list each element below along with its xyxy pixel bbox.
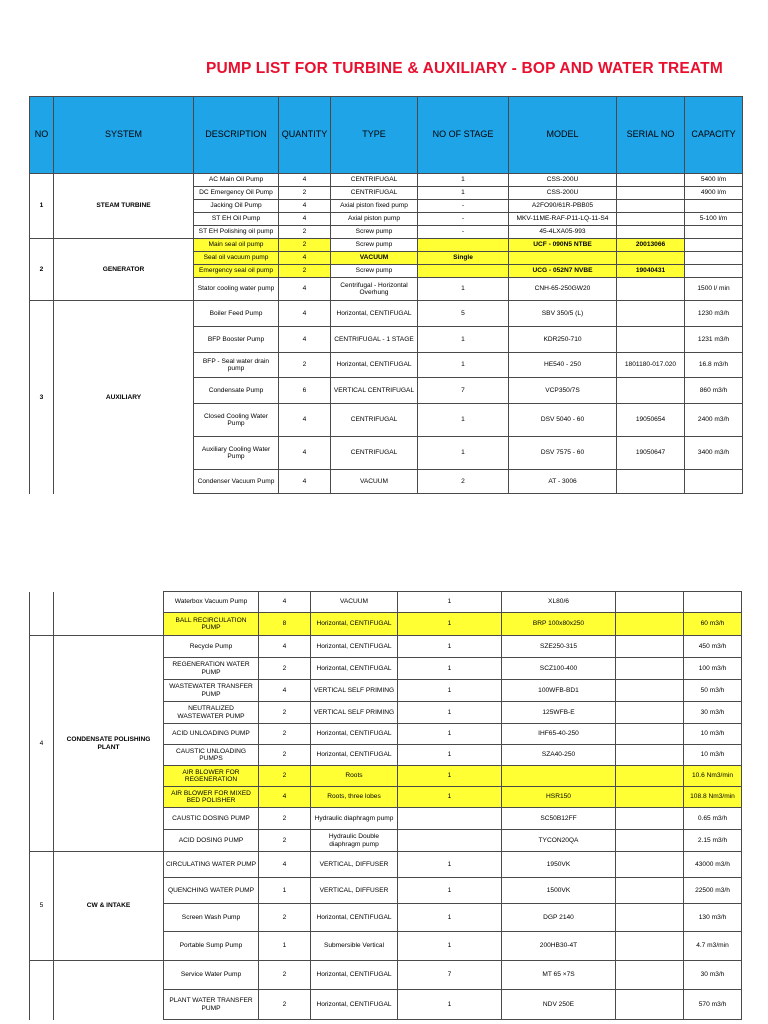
cell-model: SBV 350/5 (L): [509, 301, 617, 327]
cell-stage: 1: [418, 174, 509, 187]
cell-description: ST EH Polishing oil pump: [194, 226, 279, 239]
group-system-continued: [54, 592, 164, 636]
cell-serial: [616, 592, 684, 613]
cell-description: AIR BLOWER FOR MIXED BED POLISHER: [164, 787, 259, 808]
cell-quantity: 4: [279, 200, 331, 213]
cell-serial: [616, 787, 684, 808]
cell-serial: [617, 327, 685, 353]
cell-capacity: [685, 226, 743, 239]
cell-model: CSS-200U: [509, 174, 617, 187]
header-quantity: QUANTITY: [279, 97, 331, 174]
cell-serial: [616, 830, 684, 852]
cell-serial: [617, 470, 685, 494]
cell-quantity: 4: [259, 636, 311, 658]
cell-stage: 7: [398, 961, 502, 990]
cell-model: DGP 2140: [502, 904, 616, 932]
cell-serial: [617, 200, 685, 213]
cell-type: Horizontal, CENTIFUGAL: [311, 613, 398, 636]
cell-model: HSR150: [502, 787, 616, 808]
cell-type: Centrifugal - Horizontal Overhung: [331, 278, 418, 301]
cell-description: BFP - Seal water drain pump: [194, 353, 279, 378]
cell-serial: [616, 990, 684, 1020]
cell-type: CENTRIFUGAL: [331, 437, 418, 470]
table-row: [30, 961, 742, 990]
cell-quantity: 4: [279, 327, 331, 353]
cell-serial: [616, 613, 684, 636]
cell-model: NDV 250E: [502, 990, 616, 1020]
cell-stage: 1: [398, 932, 502, 961]
cell-description: QUENCHING WATER PUMP: [164, 878, 259, 904]
cell-type: VERTICAL, DIFFUSER: [311, 852, 398, 878]
cell-model: IHF65-40-250: [502, 724, 616, 745]
cell-serial: [617, 174, 685, 187]
cell-description: CIRCULATING WATER PUMP: [164, 852, 259, 878]
cell-description: Stator cooling water pump: [194, 278, 279, 301]
cell-quantity: 4: [279, 278, 331, 301]
cell-quantity: 2: [279, 226, 331, 239]
cell-description: ST EH Oil Pump: [194, 213, 279, 226]
cell-stage: 5: [418, 301, 509, 327]
cell-type: Axial piston pump: [331, 213, 418, 226]
cell-capacity: 130 m3/h: [684, 904, 742, 932]
cell-capacity: 1230 m3/h: [685, 301, 743, 327]
cell-serial: [617, 301, 685, 327]
cell-serial: [616, 878, 684, 904]
cell-serial: [617, 252, 685, 265]
cell-description: Closed Cooling Water Pump: [194, 404, 279, 437]
cell-stage: 1: [398, 904, 502, 932]
pump-table-page-1: [29, 96, 743, 494]
cell-quantity: 1: [259, 878, 311, 904]
cell-capacity: 4900 l/m: [685, 187, 743, 200]
cell-type: Horizontal, CENTIFUGAL: [311, 636, 398, 658]
table-row: [30, 592, 742, 613]
cell-model: SZA40-250: [502, 745, 616, 766]
cell-quantity: 2: [279, 265, 331, 278]
header-serial-no: SERIAL NO: [617, 97, 685, 174]
cell-type: VERTICAL SELF PRIMING: [311, 680, 398, 702]
cell-serial: [617, 226, 685, 239]
cell-description: ACID UNLOADING PUMP: [164, 724, 259, 745]
cell-type: CENTRIFUGAL - 1 STAGE: [331, 327, 418, 353]
cell-stage: -: [418, 213, 509, 226]
group-no: 5: [30, 852, 54, 961]
cell-description: Main seal oil pump: [194, 239, 279, 252]
group-no: 3: [30, 301, 54, 494]
header-system: SYSTEM: [54, 97, 194, 174]
table-row: [30, 174, 743, 187]
cell-capacity: 4.7 m3/min: [684, 932, 742, 961]
group-system: AUXILIARY: [54, 301, 194, 494]
cell-stage: 1: [418, 327, 509, 353]
cell-serial: [616, 636, 684, 658]
group-no: 2: [30, 239, 54, 301]
header-type: TYPE: [331, 97, 418, 174]
cell-model: MT 65 ×7S: [502, 961, 616, 990]
cell-stage: 1: [418, 404, 509, 437]
cell-capacity: 50 m3/h: [684, 680, 742, 702]
cell-stage: [418, 239, 509, 252]
table-row: [30, 301, 743, 327]
cell-serial: 19050654: [617, 404, 685, 437]
cell-model: MKV-11ME-RAF-P11-LQ-11-S4: [509, 213, 617, 226]
cell-capacity: 10.6 Nm3/min: [684, 766, 742, 787]
pump-table-page-2: [29, 591, 742, 1020]
group-no: 4: [30, 636, 54, 852]
cell-capacity: 5400 l/m: [685, 174, 743, 187]
group-system-unlabeled: [54, 961, 164, 1020]
cell-capacity: [685, 200, 743, 213]
cell-quantity: 2: [259, 766, 311, 787]
cell-type: VACUUM: [331, 470, 418, 494]
cell-capacity: [685, 470, 743, 494]
cell-model: KDR250-710: [509, 327, 617, 353]
cell-stage: 1: [398, 702, 502, 724]
cell-stage: 1: [398, 990, 502, 1020]
cell-stage: 1: [418, 187, 509, 200]
cell-quantity: 1: [259, 932, 311, 961]
cell-type: VACUUM: [311, 592, 398, 613]
cell-serial: [616, 680, 684, 702]
cell-serial: [616, 904, 684, 932]
header-description: DESCRIPTION: [194, 97, 279, 174]
page-title: PUMP LIST FOR TURBINE & AUXILIARY - BOP AND WATER TREATM: [206, 60, 723, 77]
cell-model: HE540 - 250: [509, 353, 617, 378]
cell-capacity: 22500 m3/h: [684, 878, 742, 904]
cell-model: SC50B12FF: [502, 808, 616, 830]
cell-type: CENTRIFUGAL: [331, 404, 418, 437]
cell-stage: [418, 265, 509, 278]
cell-type: CENTRIFUGAL: [331, 187, 418, 200]
cell-quantity: 2: [259, 904, 311, 932]
cell-model: UCG - 052N7 NVBE: [509, 265, 617, 278]
cell-description: Screen Wash Pump: [164, 904, 259, 932]
cell-quantity: 2: [259, 990, 311, 1020]
cell-description: Condenser Vacuum Pump: [194, 470, 279, 494]
cell-description: NEUTRALIZED WASTEWATER PUMP: [164, 702, 259, 724]
cell-model: AT - 3006: [509, 470, 617, 494]
cell-capacity: 10 m3/h: [684, 745, 742, 766]
cell-serial: 1801180-017.020: [617, 353, 685, 378]
cell-capacity: [684, 592, 742, 613]
cell-serial: [616, 961, 684, 990]
cell-model: VCP350/7S: [509, 378, 617, 404]
header-capacity: CAPACITY: [685, 97, 743, 174]
cell-capacity: 10 m3/h: [684, 724, 742, 745]
cell-serial: [616, 932, 684, 961]
cell-capacity: 108.8 Nm3/min: [684, 787, 742, 808]
cell-type: Screw pump: [331, 265, 418, 278]
cell-type: Hydraulic Double diaphragm pump: [311, 830, 398, 852]
cell-description: Waterbox Vacuum Pump: [164, 592, 259, 613]
cell-serial: 20013066: [617, 239, 685, 252]
cell-description: BALL RECIRCULATION PUMP: [164, 613, 259, 636]
cell-model: UCF - 090N5 NTBE: [509, 239, 617, 252]
cell-quantity: 6: [279, 378, 331, 404]
cell-description: AC Main Oil Pump: [194, 174, 279, 187]
cell-capacity: [685, 239, 743, 252]
cell-capacity: 5-100 l/m: [685, 213, 743, 226]
cell-stage: 1: [398, 613, 502, 636]
header-no-of-stage: NO OF STAGE: [418, 97, 509, 174]
cell-description: WASTEWATER TRANSFER PUMP: [164, 680, 259, 702]
cell-type: Axial piston fixed pump: [331, 200, 418, 213]
cell-capacity: 43000 m3/h: [684, 852, 742, 878]
cell-model: [502, 766, 616, 787]
cell-description: Condensate Pump: [194, 378, 279, 404]
group-system: STEAM TURBINE: [54, 174, 194, 239]
table-row: [30, 636, 742, 658]
cell-quantity: 2: [279, 239, 331, 252]
cell-capacity: 860 m3/h: [685, 378, 743, 404]
cell-stage: [398, 808, 502, 830]
cell-model: CSS-200U: [509, 187, 617, 200]
cell-model: 200HB30-4T: [502, 932, 616, 961]
cell-model: XL80/6: [502, 592, 616, 613]
cell-capacity: 100 m3/h: [684, 658, 742, 680]
cell-model: A2FO90/61R-PBB05: [509, 200, 617, 213]
group-system: CW & INTAKE: [54, 852, 164, 961]
cell-description: Auxiliary Cooling Water Pump: [194, 437, 279, 470]
cell-capacity: 0.65 m3/h: [684, 808, 742, 830]
cell-quantity: 2: [279, 187, 331, 200]
cell-quantity: 4: [279, 437, 331, 470]
cell-capacity: 2.15 m3/h: [684, 830, 742, 852]
group-system: CONDENSATE POLISHING PLANT: [54, 636, 164, 852]
group-no-continued: [30, 592, 54, 636]
cell-model: 125WFB-E: [502, 702, 616, 724]
cell-type: Roots: [311, 766, 398, 787]
cell-type: Horizontal, CENTIFUGAL: [311, 658, 398, 680]
cell-stage: -: [418, 226, 509, 239]
cell-description: REGENERATION WATER PUMP: [164, 658, 259, 680]
cell-capacity: 30 m3/h: [684, 961, 742, 990]
cell-serial: 19050647: [617, 437, 685, 470]
cell-quantity: 2: [259, 745, 311, 766]
cell-stage: 1: [398, 766, 502, 787]
cell-model: 1500VK: [502, 878, 616, 904]
cell-type: Screw pump: [331, 226, 418, 239]
cell-capacity: [685, 265, 743, 278]
cell-serial: 19040431: [617, 265, 685, 278]
cell-description: ACID DOSING PUMP: [164, 830, 259, 852]
cell-stage: 1: [418, 353, 509, 378]
cell-quantity: 4: [279, 301, 331, 327]
cell-serial: [617, 187, 685, 200]
cell-capacity: 2400 m3/h: [685, 404, 743, 437]
cell-capacity: 1231 m3/h: [685, 327, 743, 353]
cell-description: Recycle Pump: [164, 636, 259, 658]
cell-model: 100WFB-BD1: [502, 680, 616, 702]
cell-serial: [617, 378, 685, 404]
cell-type: Horizontal, CENTIFUGAL: [331, 301, 418, 327]
cell-quantity: 2: [259, 724, 311, 745]
cell-type: VACUUM: [331, 252, 418, 265]
cell-capacity: 30 m3/h: [684, 702, 742, 724]
cell-model: 45-4LXA05-993: [509, 226, 617, 239]
cell-model: DSV 5040 - 60: [509, 404, 617, 437]
cell-quantity: 8: [259, 613, 311, 636]
cell-serial: [616, 766, 684, 787]
cell-serial: [617, 278, 685, 301]
cell-stage: 1: [398, 787, 502, 808]
cell-type: Horizontal, CENTIFUGAL: [331, 353, 418, 378]
cell-capacity: 16.8 m3/h: [685, 353, 743, 378]
cell-serial: [616, 852, 684, 878]
cell-stage: 1: [398, 724, 502, 745]
cell-serial: [616, 808, 684, 830]
cell-description: DC Emergency Oil Pump: [194, 187, 279, 200]
cell-quantity: 2: [279, 353, 331, 378]
cell-description: BFP Booster Pump: [194, 327, 279, 353]
cell-stage: 1: [418, 437, 509, 470]
cell-serial: [617, 213, 685, 226]
cell-description: PLANT WATER TRANSFER PUMP: [164, 990, 259, 1020]
cell-quantity: 4: [279, 252, 331, 265]
cell-stage: 1: [398, 592, 502, 613]
cell-stage: 1: [398, 852, 502, 878]
cell-description: Jacking Oil Pump: [194, 200, 279, 213]
cell-description: Seal oil vacuum pump: [194, 252, 279, 265]
cell-description: Portable Sump Pump: [164, 932, 259, 961]
cell-description: Boiler Feed Pump: [194, 301, 279, 327]
cell-model: CNH-65-250GW20: [509, 278, 617, 301]
cell-quantity: 4: [259, 680, 311, 702]
table-row: [30, 852, 742, 878]
cell-quantity: 2: [259, 658, 311, 680]
header-model: MODEL: [509, 97, 617, 174]
cell-capacity: [685, 252, 743, 265]
cell-type: Horizontal, CENTIFUGAL: [311, 961, 398, 990]
cell-quantity: 2: [259, 808, 311, 830]
cell-quantity: 4: [259, 787, 311, 808]
cell-description: AIR BLOWER FOR REGENERATION: [164, 766, 259, 787]
cell-quantity: 4: [279, 174, 331, 187]
cell-quantity: 4: [259, 592, 311, 613]
cell-type: Submersible Vertical: [311, 932, 398, 961]
cell-stage: Single: [418, 252, 509, 265]
group-no: 1: [30, 174, 54, 239]
group-no-unlabeled: [30, 961, 54, 1020]
cell-type: CENTRIFUGAL: [331, 174, 418, 187]
cell-type: Horizontal, CENTIFUGAL: [311, 904, 398, 932]
cell-type: Screw pump: [331, 239, 418, 252]
cell-model: SCZ100-400: [502, 658, 616, 680]
cell-stage: 1: [398, 745, 502, 766]
cell-type: VERTICAL, DIFFUSER: [311, 878, 398, 904]
cell-serial: [616, 658, 684, 680]
cell-serial: [616, 724, 684, 745]
cell-stage: 7: [418, 378, 509, 404]
table-row: [30, 239, 743, 252]
cell-type: VERTICAL SELF PRIMING: [311, 702, 398, 724]
cell-model: DSV 7575 - 60: [509, 437, 617, 470]
cell-quantity: 2: [259, 961, 311, 990]
cell-quantity: 4: [279, 213, 331, 226]
group-system: GENERATOR: [54, 239, 194, 301]
cell-type: Horizontal, CENTIFUGAL: [311, 990, 398, 1020]
cell-model: [509, 252, 617, 265]
cell-model: BRP 100x80x250: [502, 613, 616, 636]
cell-type: Horizontal, CENTIFUGAL: [311, 724, 398, 745]
cell-capacity: 3400 m3/h: [685, 437, 743, 470]
cell-capacity: 60 m3/h: [684, 613, 742, 636]
cell-serial: [616, 745, 684, 766]
cell-stage: 1: [418, 278, 509, 301]
cell-description: Service Water Pump: [164, 961, 259, 990]
cell-type: Hydraulic diaphragm pump: [311, 808, 398, 830]
cell-stage: 1: [398, 878, 502, 904]
cell-quantity: 4: [259, 852, 311, 878]
cell-serial: [616, 702, 684, 724]
cell-capacity: 450 m3/h: [684, 636, 742, 658]
cell-quantity: 4: [279, 404, 331, 437]
cell-quantity: 4: [279, 470, 331, 494]
cell-quantity: 2: [259, 830, 311, 852]
cell-stage: [398, 830, 502, 852]
cell-model: 1950VK: [502, 852, 616, 878]
cell-capacity: 570 m3/h: [684, 990, 742, 1020]
cell-model: SZE250-315: [502, 636, 616, 658]
cell-quantity: 2: [259, 702, 311, 724]
cell-description: CAUSTIC UNLOADING PUMPS: [164, 745, 259, 766]
cell-type: VERTICAL CENTRIFUGAL: [331, 378, 418, 404]
cell-stage: -: [418, 200, 509, 213]
cell-type: Horizontal, CENTIFUGAL: [311, 745, 398, 766]
cell-capacity: 1500 l/ min: [685, 278, 743, 301]
cell-model: TYCON20QA: [502, 830, 616, 852]
cell-stage: 1: [398, 636, 502, 658]
cell-stage: 1: [398, 680, 502, 702]
cell-description: Emergency seal oil pump: [194, 265, 279, 278]
table-header-row: [30, 97, 743, 174]
cell-type: Roots, three lobes: [311, 787, 398, 808]
cell-description: CAUSTIC DOSING PUMP: [164, 808, 259, 830]
cell-stage: 2: [418, 470, 509, 494]
header-no: NO: [30, 97, 54, 174]
cell-stage: 1: [398, 658, 502, 680]
